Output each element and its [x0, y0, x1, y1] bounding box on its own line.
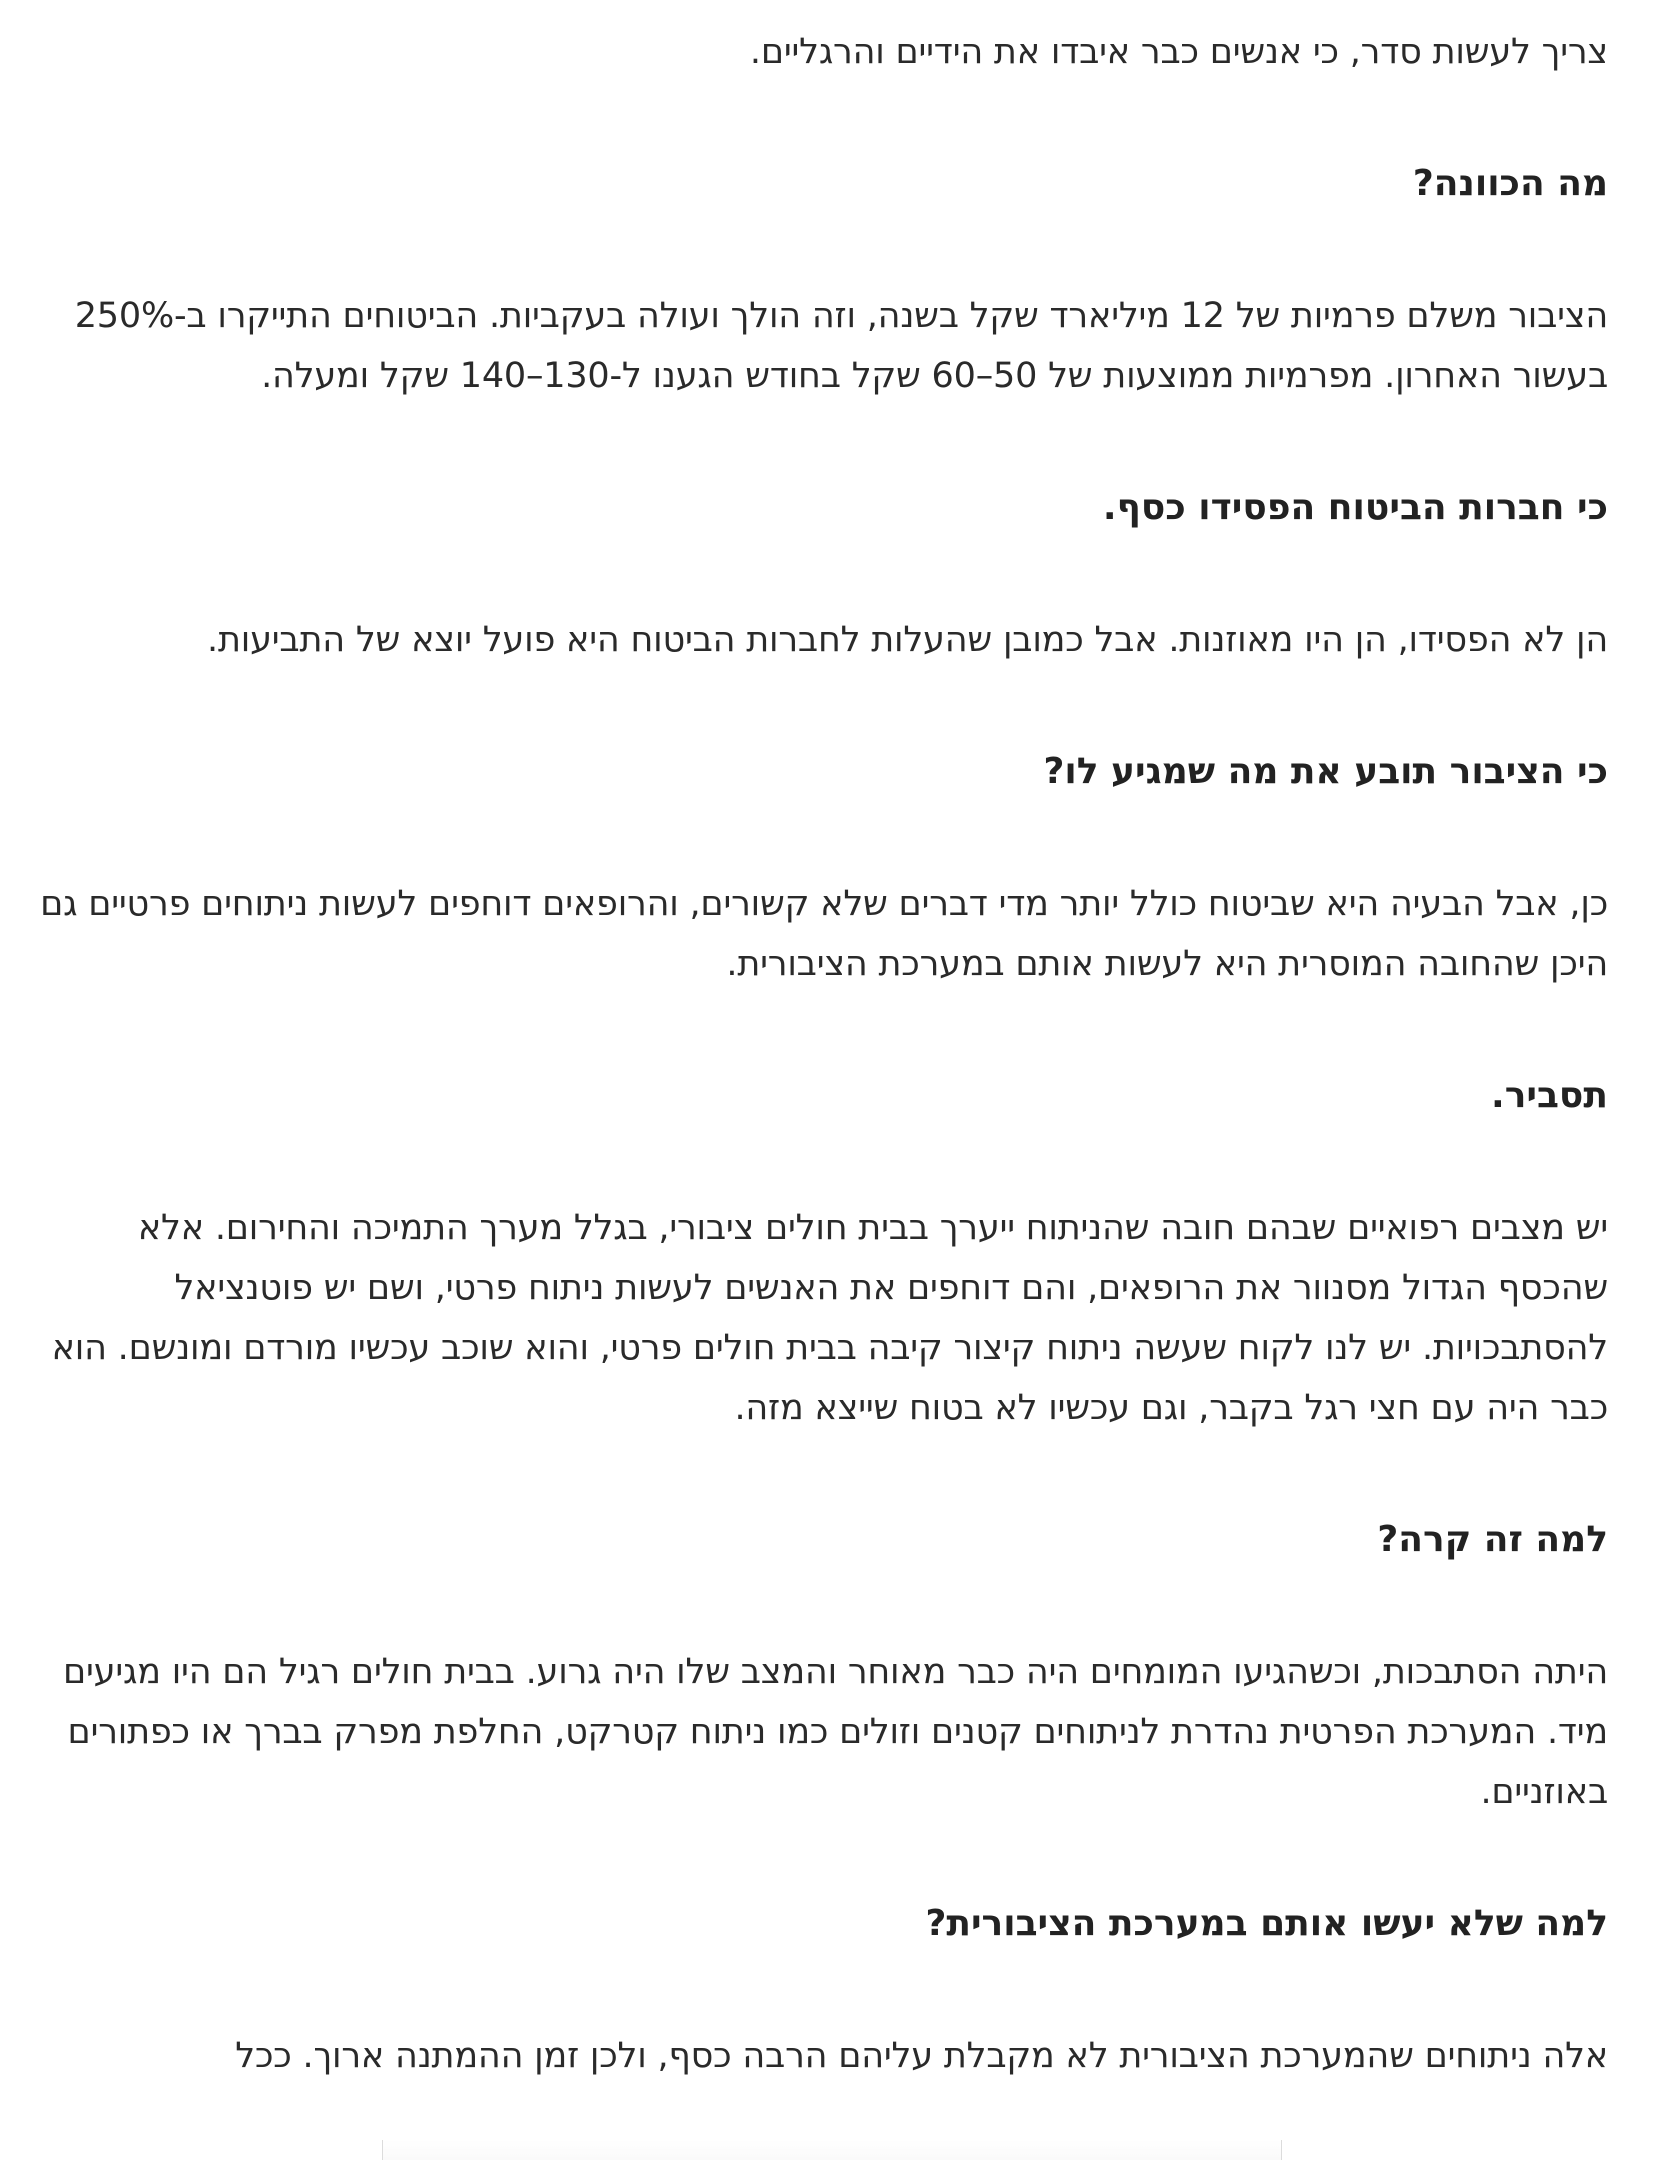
paragraph: הן לא הפסידו, הן היו מאוזנות. אבל כמובן שהעלות לחברות הביטוח היא פועל יוצא של התביעות.: [207, 620, 1608, 660]
paragraph: יש מצבים רפואיים שבהם חובה שהניתוח ייערך בבית חולים ציבורי, בגלל מערך התמיכה והחירום. אלא שהכסף הגדול מסנוור את הרופאים, והם דוחפים את האנשים לעשות ניתוח פרטי, ושם יש פוטנציאל להסתבכויות. יש לנו לקוח שעשה ניתוח קיצור קיבה בבית חולים פרטי, והוא שוכב עכשיו מורדם ומונשם. הוא כבר היה עם חצי רגל בקבר, וגם עכשיו לא בטוח שייצא מזה.: [51, 1208, 1608, 1428]
paragraph: הציבור משלם פרמיות של 12 מיליארד שקל בשנה, וזה הולך ועולה בעקביות. הביטוחים התייקרו ב-250% בעשור האחרון. מפרמיות ממוצעות של 50–60 שקל בחודש הגענו ל-130–140 שקל ומעלה.: [74, 296, 1608, 396]
article-body: [38, 22, 1608, 2086]
bottom-overlay-frame: [382, 2140, 1282, 2160]
interview-question: מה הכוונה?: [1412, 163, 1608, 204]
interview-question: למה זה קרה?: [1377, 1519, 1608, 1560]
interview-question: למה שלא יעשו אותם במערכת הציבורית?: [925, 1903, 1608, 1944]
paragraph: אלה ניתוחים שהמערכת הציבורית לא מקבלת עליהם הרבה כסף, ולכן זמן ההמתנה ארוך. ככל: [235, 2036, 1608, 2076]
interview-question: כי הציבור תובע את מה שמגיע לו?: [1043, 751, 1608, 792]
interview-question: כי חברות הביטוח הפסידו כסף.: [1102, 487, 1608, 528]
paragraph: היתה הסתבכות, וכשהגיעו המומחים היה כבר מאוחר והמצב שלו היה גרוע. בבית חולים רגיל הם היו מגיעים מיד. המערכת הפרטית נהדרת לניתוחים קטנים וזולים כמו ניתוח קטרקט, החלפת מפרק בברך או כפתורים באוזניים.: [63, 1652, 1608, 1812]
interview-question: תסביר.: [1491, 1075, 1608, 1116]
paragraph: כן, אבל הבעיה היא שביטוח כולל יותר מדי דברים שלא קשורים, והרופאים דוחפים לעשות ניתוחים פרטיים גם היכן שהחובה המוסרית היא לעשות אותם במערכת הציבורית.: [40, 884, 1608, 984]
paragraph: צריך לעשות סדר, כי אנשים כבר איבדו את הידיים והרגליים.: [749, 32, 1608, 72]
